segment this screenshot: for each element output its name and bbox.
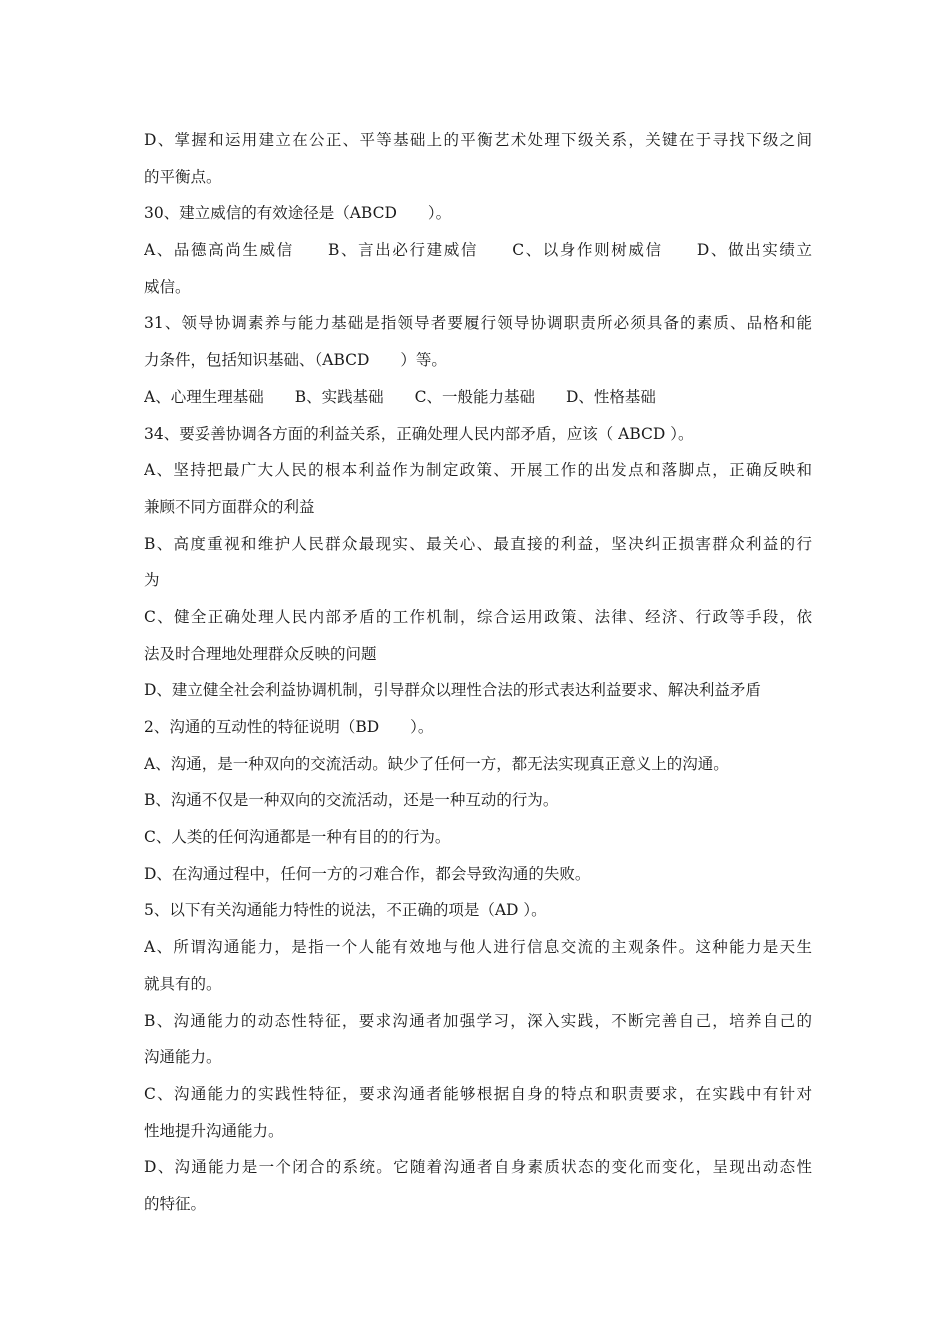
question-31: 31、领导协调素养与能力基础是指领导者要履行领导协调职责所必须具备的素质、品格和能 (144, 314, 812, 333)
option-d: D、在沟通过程中，任何一方的刁难合作，都会导致沟通的失败。 (144, 864, 591, 883)
option-a: A、坚持把最广大人民的根本利益作为制定政策、开展工作的出发点和落脚点，正确反映和 (144, 461, 812, 480)
text-line: 就具有的。 (144, 974, 222, 993)
option-b: B、沟通不仅是一种双向的交流活动，还是一种互动的行为。 (144, 791, 559, 810)
text-line: 威信。 (144, 277, 191, 296)
text-line: 力条件，包括知识基础、（ABCD ）等。 (144, 351, 447, 370)
text-line: 法及时合理地处理群众反映的问题 (144, 644, 377, 663)
text-line: D、掌握和运用建立在公正、平等基础上的平衡艺术处理下级关系，关键在于寻找下级之间 (144, 131, 812, 149)
option-c: C、健全正确处理人民内部矛盾的工作机制，综合运用政策、法律、经济、行政等手段，依 (144, 607, 812, 626)
question-34: 34、要妥善协调各方面的利益关系，正确处理人民内部矛盾，应该（ ABCD ）。 (144, 424, 694, 443)
options-line: A、心理生理基础 B、实践基础 C、一般能力基础 D、性格基础 (144, 387, 656, 406)
option-a: A、沟通，是一种双向的交流活动。缺少了任何一方，都无法实现真正意义上的沟通。 (144, 754, 729, 773)
option-c: C、人类的任何沟通都是一种有目的的行为。 (144, 828, 451, 847)
options-line: A、品德高尚生威信 B、言出必行建威信 C、以身作则树威信 D、做出实绩立 (144, 241, 812, 260)
text-line: 兼顾不同方面群众的利益 (144, 497, 315, 516)
document-body (144, 122, 812, 1223)
question-5: 5、以下有关沟通能力特性的说法，不正确的项是（AD ）。 (144, 901, 547, 920)
option-c: C、沟通能力的实践性特征，要求沟通者能够根据自身的特点和职责要求，在实践中有针对 (144, 1084, 812, 1103)
text-line: 为 (144, 571, 160, 590)
text-line: 沟通能力。 (144, 1048, 222, 1067)
option-b: B、沟通能力的动态性特征，要求沟通者加强学习，深入实践，不断完善自己，培养自己的 (144, 1011, 812, 1030)
question-30: 30、建立威信的有效途径是（ABCD ）。 (144, 204, 452, 223)
question-2: 2、沟通的互动性的特征说明（BD ）。 (144, 718, 434, 736)
option-a: A、所谓沟通能力，是指一个人能有效地与他人进行信息交流的主观条件。这种能力是天生 (144, 938, 812, 957)
option-d: D、沟通能力是一个闭合的系统。它随着沟通者自身素质状态的变化而变化，呈现出动态性 (144, 1158, 812, 1177)
option-d: D、建立健全社会利益协调机制，引导群众以理性合法的形式表达利益要求、解决利益矛盾 (144, 681, 761, 700)
text-line: 的平衡点。 (144, 167, 222, 186)
text-line: 的特征。 (144, 1194, 207, 1213)
option-b: B、高度重视和维护人民群众最现实、最关心、最直接的利益，坚决纠正损害群众利益的行 (144, 534, 812, 553)
text-line: 性地提升沟通能力。 (144, 1121, 284, 1140)
